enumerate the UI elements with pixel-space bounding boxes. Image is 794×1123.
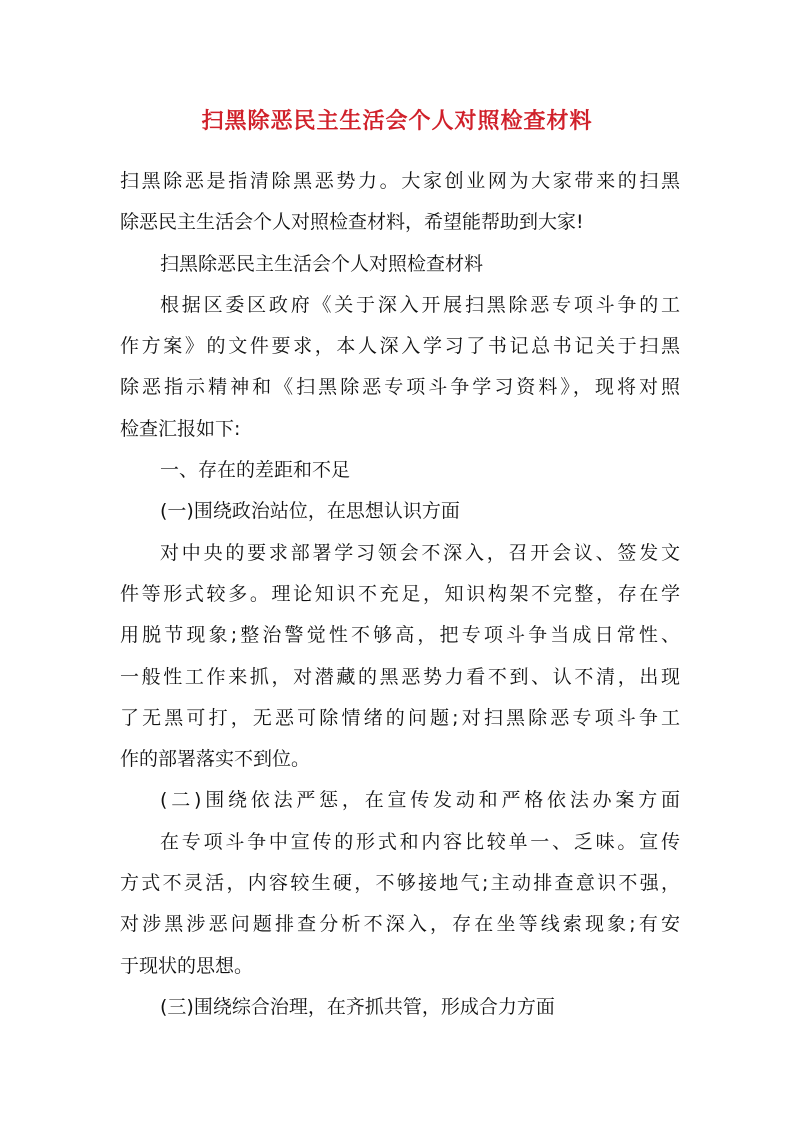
paragraph-line: 作方案》的文件要求，本人深入学习了书记总书记关于扫黑 [120, 335, 680, 358]
subsection-heading: (三)围绕综合治理，在齐抓共管，形成合力方面 [160, 995, 555, 1018]
paragraph-line: 作的部署落实不到位。 [120, 748, 311, 771]
paragraph-line: 于现状的思想。 [120, 954, 254, 977]
paragraph-line: 件等形式较多。理论知识不充足，知识构架不完整，存在学 [120, 582, 680, 605]
section-subtitle: 扫黑除恶民主生活会个人对照检查材料 [160, 252, 484, 275]
subsection-heading: (一)围绕政治站位，在思想认识方面 [160, 500, 460, 523]
subsection-heading: (二)围绕依法严惩，在宣传发动和严格依法办案方面 [160, 789, 680, 812]
paragraph-line: 用脱节现象;整治警觉性不够高，把专项斗争当成日常性、 [120, 624, 680, 647]
paragraph-line: 除恶指示精神和《扫黑除恶专项斗争学习资料》，现将对照 [120, 376, 680, 399]
paragraph-line: 检查汇报如下: [120, 417, 241, 440]
paragraph-line: 除恶民主生活会个人对照检查材料，希望能帮助到大家! [120, 211, 584, 234]
section-heading: 一、存在的差距和不足 [160, 459, 351, 482]
paragraph-line: 方式不灵活，内容较生硬，不够接地气;主动排查意识不强， [120, 872, 680, 895]
paragraph-line: 对涉黑涉恶问题排查分析不深入，存在坐等线索现象;有安 [120, 913, 680, 936]
paragraph-line: 根据区委区政府《关于深入开展扫黑除恶专项斗争的工 [160, 293, 680, 316]
paragraph-line: 对中央的要求部署学习领会不深入，召开会议、签发文 [160, 541, 680, 564]
paragraph-line: 了无黑可打，无恶可除情绪的问题;对扫黑除恶专项斗争工 [120, 706, 680, 729]
document-title: 扫黑除恶民主生活会个人对照检查材料 [201, 108, 593, 134]
paragraph-line: 一般性工作来抓，对潜藏的黑恶势力看不到、认不清，出现 [120, 665, 680, 688]
document-body [120, 161, 680, 1028]
paragraph-line: 在专项斗争中宣传的形式和内容比较单一、乏味。宣传 [160, 830, 680, 853]
paragraph-line: 扫黑除恶是指清除黑恶势力。大家创业网为大家带来的扫黑 [120, 170, 680, 192]
